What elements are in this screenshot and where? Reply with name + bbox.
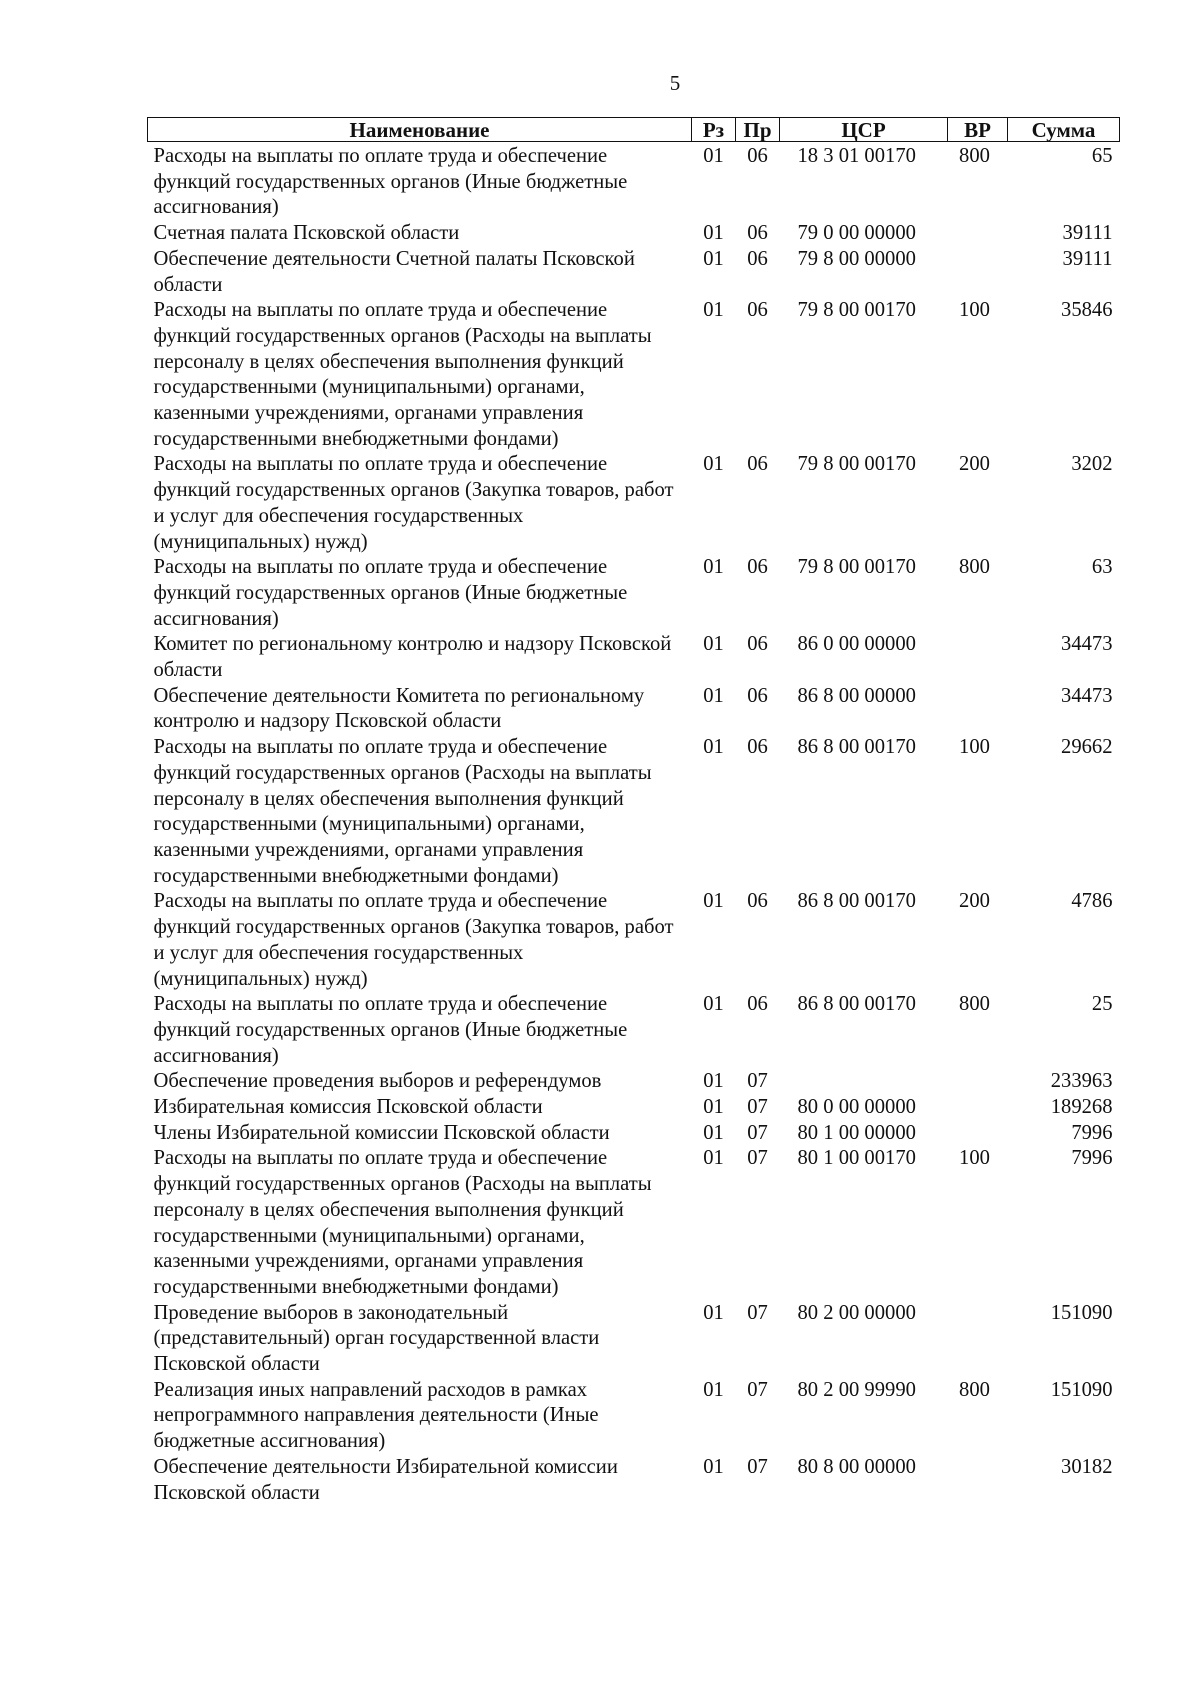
cell-vr: 800 xyxy=(959,993,990,1016)
cell-pr: 06 xyxy=(747,993,768,1016)
cell-name: Члены Избирательной комиссии Псковской области xyxy=(153,1121,610,1144)
table-row xyxy=(148,142,1120,222)
cell-name: Расходы на выплаты по оплате труда и обеспечение функций государственных органов (Иные бюджетные ассигнования) xyxy=(153,145,628,219)
cell-vr: 200 xyxy=(959,890,990,913)
cell-name: Обеспечение деятельности Комитета по региональному контролю и надзору Псковской области xyxy=(153,684,645,733)
cell-vr xyxy=(948,1121,1008,1147)
cell-vr xyxy=(948,632,1008,683)
cell-csr: 86 8 00 00170 xyxy=(797,736,916,759)
cell-sum: 29662 xyxy=(1061,736,1113,759)
cell-vr xyxy=(948,1455,1008,1506)
cell-name: Комитет по региональному контролю и надзору Псковской области xyxy=(153,633,672,682)
cell-pr: 07 xyxy=(747,1070,768,1093)
cell-rz: 01 xyxy=(703,1070,724,1093)
table-row xyxy=(148,1455,1120,1506)
budget-table xyxy=(147,117,1120,1506)
header-pr: Пр xyxy=(736,118,780,142)
cell-csr: 80 8 00 00000 xyxy=(797,1455,916,1478)
cell-rz: 01 xyxy=(703,633,724,656)
table-row xyxy=(148,992,1120,1069)
cell-name: Реализация иных направлений расходов в рамках непрограммного направления деятельности (Иные бюджетные ассигнования) xyxy=(153,1378,599,1453)
cell-pr: 07 xyxy=(747,1301,768,1324)
table-row xyxy=(148,1146,1120,1300)
table-row xyxy=(148,735,1120,889)
cell-vr: 800 xyxy=(959,1378,990,1401)
cell-pr: 06 xyxy=(747,299,768,322)
cell-sum: 39111 xyxy=(1062,222,1113,245)
table-row xyxy=(148,889,1120,992)
cell-rz: 01 xyxy=(703,736,724,759)
cell-name: Расходы на выплаты по оплате труда и обеспечение функций государственных органов (Иные бюджетные ассигнования) xyxy=(153,993,628,1067)
cell-csr: 80 2 00 00000 xyxy=(797,1301,916,1324)
cell-csr xyxy=(780,1069,948,1095)
cell-rz: 01 xyxy=(703,1147,724,1170)
cell-rz: 01 xyxy=(703,1455,724,1478)
cell-pr: 06 xyxy=(747,247,768,270)
cell-name: Обеспечение деятельности Избирательной комиссии Псковской области xyxy=(153,1455,618,1504)
cell-csr: 80 0 00 00000 xyxy=(797,1096,916,1119)
cell-pr: 07 xyxy=(747,1096,768,1119)
cell-pr: 07 xyxy=(747,1455,768,1478)
cell-pr: 06 xyxy=(747,736,768,759)
cell-rz: 01 xyxy=(703,993,724,1016)
header-rz: Рз xyxy=(692,118,736,142)
cell-csr: 86 8 00 00000 xyxy=(797,684,916,707)
table-row xyxy=(148,632,1120,683)
cell-pr: 06 xyxy=(747,890,768,913)
cell-pr: 06 xyxy=(747,684,768,707)
cell-name: Расходы на выплаты по оплате труда и обеспечение функций государственных органов (Иные бюджетные ассигнования) xyxy=(153,556,628,630)
table-row xyxy=(148,1121,1120,1147)
cell-vr: 200 xyxy=(959,453,990,476)
cell-csr: 80 1 00 00000 xyxy=(797,1121,916,1144)
cell-csr: 86 8 00 00170 xyxy=(797,890,916,913)
cell-sum: 35846 xyxy=(1061,299,1113,322)
cell-vr: 800 xyxy=(959,556,990,579)
cell-csr: 79 8 00 00170 xyxy=(797,556,916,579)
cell-rz: 01 xyxy=(703,1301,724,1324)
header-name: Наименование xyxy=(148,118,692,142)
cell-vr xyxy=(948,684,1008,735)
cell-sum: 233963 xyxy=(1050,1070,1113,1093)
cell-vr: 100 xyxy=(959,736,990,759)
table-body xyxy=(148,142,1120,1507)
cell-csr: 79 8 00 00170 xyxy=(797,299,916,322)
table-row xyxy=(148,1301,1120,1378)
cell-sum: 63 xyxy=(1091,556,1113,579)
cell-name: Расходы на выплаты по оплате труда и обеспечение функций государственных органов (Закупка товаров, работ и услуг для обеспечения государственных (муниципальных) нужд) xyxy=(153,453,674,553)
cell-csr: 79 8 00 00170 xyxy=(797,453,916,476)
cell-sum: 30182 xyxy=(1061,1455,1113,1478)
cell-csr: 80 1 00 00170 xyxy=(797,1147,916,1170)
table-row xyxy=(148,452,1120,555)
cell-pr: 07 xyxy=(747,1378,768,1401)
cell-csr: 86 8 00 00170 xyxy=(797,993,916,1016)
table-header-row xyxy=(148,118,1120,142)
cell-pr: 06 xyxy=(747,633,768,656)
cell-name: Обеспечение деятельности Счетной палаты Псковской области xyxy=(153,247,635,296)
cell-rz: 01 xyxy=(703,222,724,245)
cell-vr xyxy=(948,1301,1008,1378)
cell-rz: 01 xyxy=(703,1096,724,1119)
cell-sum: 7996 xyxy=(1071,1147,1113,1170)
cell-csr: 79 8 00 00000 xyxy=(797,247,916,270)
table-row xyxy=(148,1378,1120,1455)
cell-sum: 151090 xyxy=(1050,1378,1113,1401)
table-row xyxy=(148,1095,1120,1121)
cell-vr xyxy=(948,247,1008,298)
cell-vr xyxy=(948,1069,1008,1095)
cell-name: Расходы на выплаты по оплате труда и обеспечение функций государственных органов (Расходы на выплаты персоналу в целях обеспечения выполнения функций государственными (муниципальными) органами, казенными учреждениями, органами управления государственными внебюджетными фондами) xyxy=(153,1147,652,1298)
cell-sum: 34473 xyxy=(1061,633,1113,656)
cell-name: Проведение выборов в законодательный (представительный) орган государственной власти Псковской области xyxy=(153,1301,600,1376)
cell-sum: 39111 xyxy=(1062,247,1113,270)
table-row xyxy=(148,684,1120,735)
cell-name: Избирательная комиссия Псковской области xyxy=(153,1096,543,1119)
header-vr: ВР xyxy=(948,118,1008,142)
cell-rz: 01 xyxy=(703,247,724,270)
cell-pr: 07 xyxy=(747,1147,768,1170)
cell-rz: 01 xyxy=(703,453,724,476)
cell-name: Обеспечение проведения выборов и референдумов xyxy=(153,1070,602,1093)
cell-rz: 01 xyxy=(703,1121,724,1144)
cell-name: Счетная палата Псковской области xyxy=(153,222,460,245)
cell-sum: 151090 xyxy=(1050,1301,1113,1324)
table-row xyxy=(148,298,1120,452)
cell-rz: 01 xyxy=(703,556,724,579)
cell-vr xyxy=(948,1095,1008,1121)
cell-pr: 06 xyxy=(747,145,768,167)
cell-vr: 100 xyxy=(959,1147,990,1170)
table-row xyxy=(148,1069,1120,1095)
cell-csr: 80 2 00 99990 xyxy=(797,1378,916,1401)
header-csr: ЦСР xyxy=(780,118,948,142)
cell-vr: 800 xyxy=(959,145,990,167)
cell-sum: 189268 xyxy=(1050,1096,1113,1119)
cell-rz: 01 xyxy=(703,299,724,322)
cell-vr xyxy=(948,221,1008,247)
cell-pr: 07 xyxy=(747,1121,768,1144)
cell-pr: 06 xyxy=(747,556,768,579)
table-row xyxy=(148,555,1120,632)
table-row xyxy=(148,247,1120,298)
cell-csr: 18 3 01 00170 xyxy=(797,145,916,167)
cell-pr: 06 xyxy=(747,222,768,245)
cell-rz: 01 xyxy=(703,684,724,707)
page-number: 5 xyxy=(669,71,681,95)
table-row xyxy=(148,221,1120,247)
cell-sum: 34473 xyxy=(1061,684,1113,707)
cell-rz: 01 xyxy=(703,145,724,167)
cell-sum: 4786 xyxy=(1071,890,1113,913)
cell-rz: 01 xyxy=(703,890,724,913)
cell-sum: 25 xyxy=(1091,993,1113,1016)
cell-sum: 65 xyxy=(1091,145,1113,167)
cell-csr: 79 0 00 00000 xyxy=(797,222,916,245)
cell-pr: 06 xyxy=(747,453,768,476)
cell-name: Расходы на выплаты по оплате труда и обеспечение функций государственных органов (Расходы на выплаты персоналу в целях обеспечения выполнения функций государственными (муниципальными) органами, казенными учреждениями, органами управления государственными внебюджетными фондами) xyxy=(153,299,652,450)
cell-sum: 3202 xyxy=(1071,453,1113,476)
header-sum: Сумма xyxy=(1008,118,1120,142)
cell-name: Расходы на выплаты по оплате труда и обеспечение функций государственных органов (Расходы на выплаты персоналу в целях обеспечения выполнения функций государственными (муниципальными) органами, казенными учреждениями, органами управления государственными внебюджетными фондами) xyxy=(153,736,652,887)
cell-sum: 7996 xyxy=(1071,1121,1113,1144)
cell-rz: 01 xyxy=(703,1378,724,1401)
cell-name: Расходы на выплаты по оплате труда и обеспечение функций государственных органов (Закупка товаров, работ и услуг для обеспечения государственных (муниципальных) нужд) xyxy=(153,890,674,990)
cell-vr: 100 xyxy=(959,299,990,322)
cell-csr: 86 0 00 00000 xyxy=(797,633,916,656)
